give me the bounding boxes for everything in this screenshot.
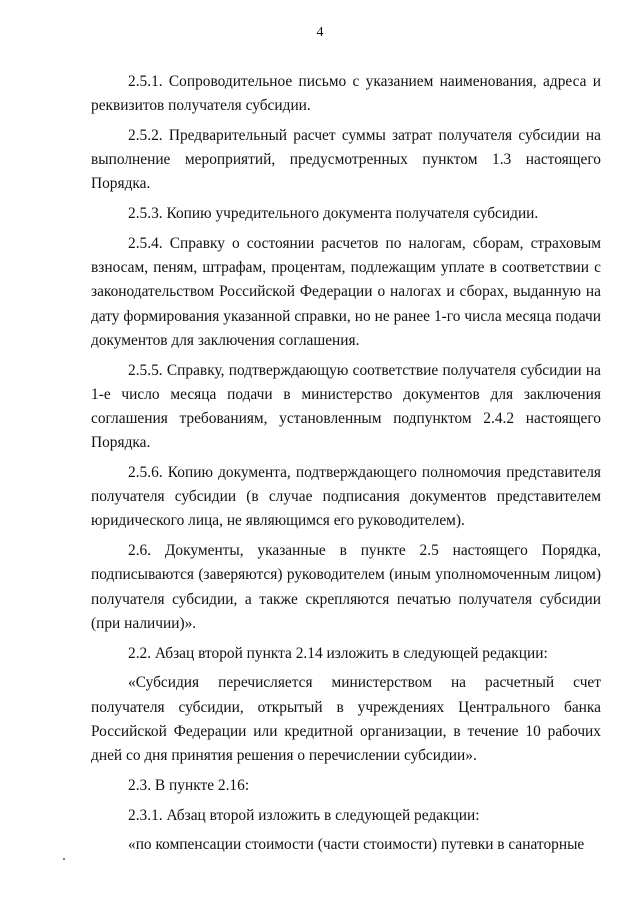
paragraph-amendment-2-3-1: 2.3.1. Абзац второй изложить в следующей редакции: (128, 806, 480, 824)
paragraph-2-5-6: 2.5.6. Копию документа, подтверждающего полномочия представителя получателя субсидии (в случае подписания документов представителем юридического лица, не являющимся его руководителем). (91, 464, 601, 530)
paragraph-amendment-2-2: 2.2. Абзац второй пункта 2.14 изложить в следующей редакции: (128, 644, 548, 662)
paragraph-2-5-1: 2.5.1. Сопроводительное письмо с указанием наименования, адреса и реквизитов получателя субсидии. (91, 73, 601, 115)
paragraph-2-6: 2.6. Документы, указанные в пункте 2.5 настоящего Порядка, подписываются (заверяются) руководителем (иным уполномоченным лицом) получателя субсидии, а также скрепляются печатью получателя субсидии (при наличии)». (91, 542, 601, 632)
paragraph-2-5-4: 2.5.4. Справку о состоянии расчетов по налогам, сборам, страховым взносам, пеням, штрафам, процентам, подлежащим уплате в соответствии с законодательством Российской Федерации о налогах и сборах, выданную на дату формирования указанной справки, но не ранее 1-го числа месяца подачи документов для заключения соглашения. (91, 235, 601, 349)
paragraph-2-5-2: 2.5.2. Предварительный расчет суммы затрат получателя субсидии на выполнение мероприятий, предусмотренных пунктом 1.3 настоящего Порядка. (91, 127, 601, 193)
paragraph-amendment-2-3: 2.3. В пункте 2.16: (128, 776, 250, 794)
document-body (91, 70, 601, 863)
paragraph-quoted-2-14: «Субсидия перечисляется министерством на расчетный счет получателя субсидии, открытый в учреждениях Центрального банка Российской Федерации или кредитной организации, в течение 10 рабочих дней со дня принятия решения о перечислении субсидии». (91, 674, 601, 765)
scan-speck (63, 858, 65, 860)
paragraph-2-5-3: 2.5.3. Копию учредительного документа получателя субсидии. (128, 205, 539, 223)
page-number: 4 (316, 25, 324, 40)
paragraph-2-5-5: 2.5.5. Справку, подтверждающую соответствие получателя субсидии на 1-е число месяца подачи в министерство документов для заключения соглашения требованиям, установленным подпунктом 2.4.2 настоящего Порядка. (91, 361, 601, 452)
paragraph-quoted-continuation: «по компенсации стоимости (части стоимости) путевки в санаторные (128, 836, 585, 854)
